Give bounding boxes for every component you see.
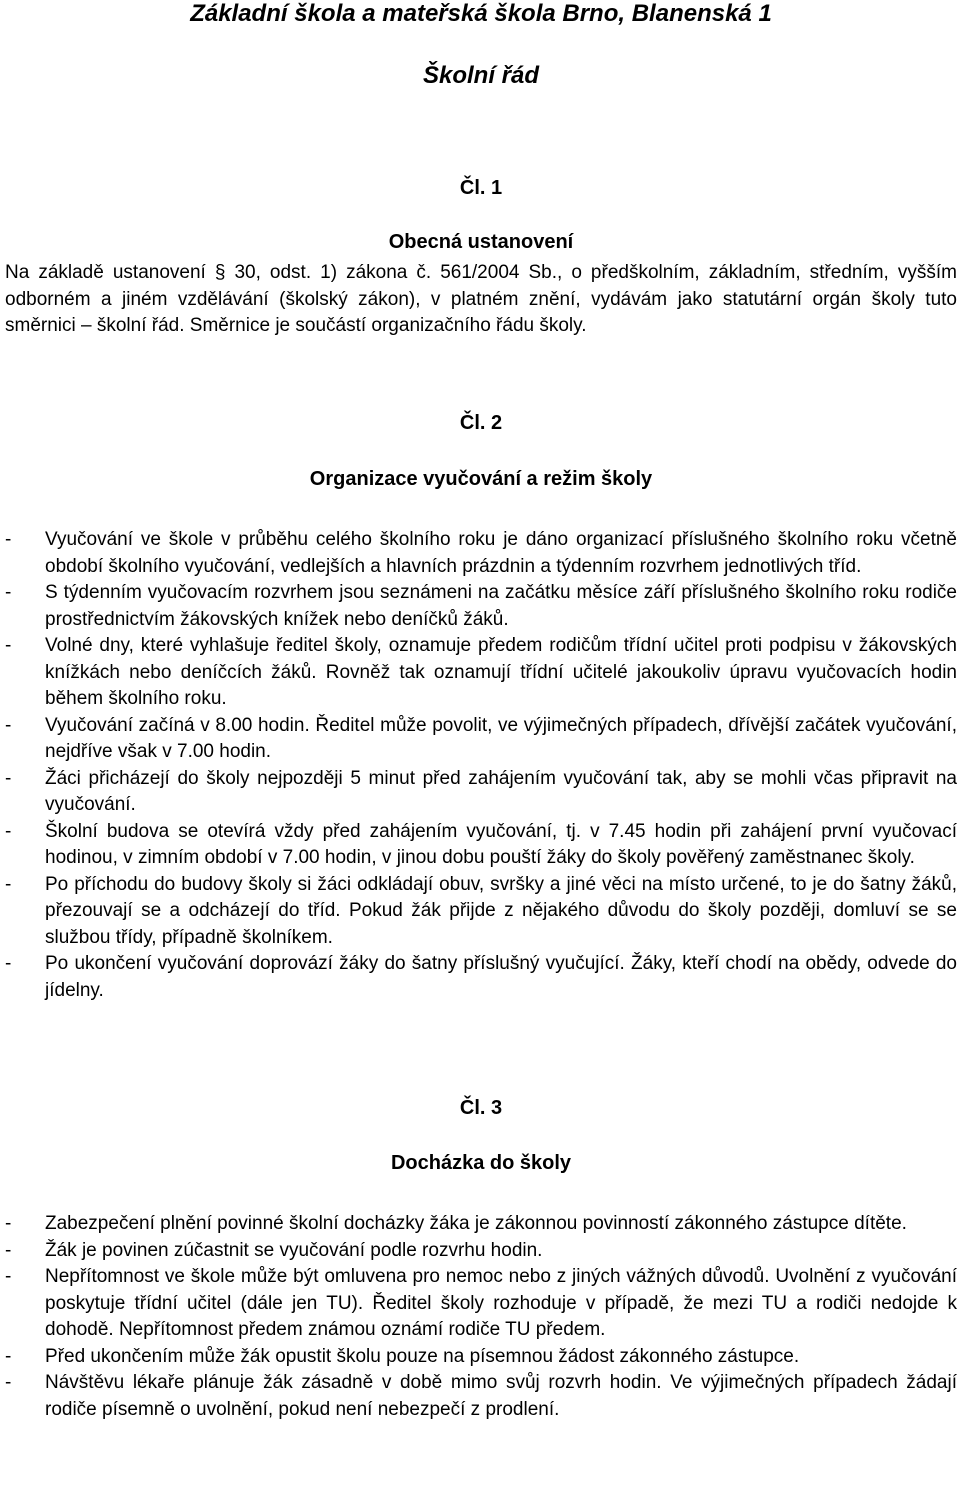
article-2-heading: Organizace vyučování a režim školy [309, 468, 653, 490]
list-marker: - [5, 635, 12, 656]
list-marker: - [5, 953, 12, 974]
list-marker: - [5, 1345, 12, 1367]
list-item-text: Volné dny, které vyhlašuje ředitel školy, oznamuje předem rodičům třídní učitel proti podpisu v žákovských knížkách nebo deníčcích žáků. Rovněž tak oznamují třídní učitelé jakoukoliv úpravu vyučovacích hodin během školního roku. [45, 635, 957, 709]
list-item-text: Vyučování ve škole v průběhu celého školního roku je dáno organizací příslušného školního roku včetně období školního vyučování, vedlejších a hlavních prázdnin a týdenním rozvrhem jednotlivých tříd. [45, 529, 957, 577]
school-name: Základní škola a mateřská škola Brno, Blanenská 1 [190, 0, 772, 27]
article-3-number: Čl. 3 [459, 1097, 503, 1119]
list-item [5, 1264, 957, 1344]
article-2-list [5, 527, 957, 1004]
list-item [5, 951, 957, 1004]
list-item [5, 1370, 957, 1423]
list-item [5, 713, 957, 766]
list-marker: - [5, 873, 12, 895]
list-item-text: Žáci přicházejí do školy nejpozději 5 minut před zahájením vyučování tak, aby se mohli včas připravit na vyučování. [45, 767, 957, 815]
list-marker: - [5, 1213, 12, 1234]
list-item [5, 1238, 957, 1265]
document-title: Školní řád [422, 62, 540, 89]
article-1-number: Čl. 1 [459, 177, 503, 199]
list-item [5, 580, 957, 633]
article-3-heading: Docházka do školy [390, 1152, 572, 1174]
list-item [5, 872, 957, 952]
list-item-text: Po příchodu do budovy školy si žáci odkládají obuv, svršky a jiné věci na místo určené, to je do šatny žáků, přezouvají se a odcházejí do tříd. Pokud žák přijde z nějakého důvodu do školy později, domluví se se službou třídy, případně školníkem. [45, 873, 957, 948]
list-marker: - [5, 1266, 12, 1287]
list-item-text: Před ukončením může žák opustit školu pouze na písemnou žádost zákonného zástupce. [45, 1345, 800, 1367]
list-item [5, 633, 957, 713]
list-item [5, 1344, 957, 1371]
list-marker: - [5, 1372, 12, 1393]
list-item-text: Školní budova se otevírá vždy před zahájením vyučování, tj. v 7.45 hodin při zahájení první vyučovací hodinou, v zimním období v 7.00 hodin, v jinou dobu pouští žáky do školy pověřený zaměstnanec školy. [45, 820, 957, 868]
list-item-text: Zabezpečení plnění povinné školní docházky žáka je zákonnou povinností zákonného zástupce dítěte. [45, 1213, 907, 1234]
article-1-heading: Obecná ustanovení [388, 231, 574, 253]
list-item [5, 1211, 957, 1238]
list-item-text: Po ukončení vyučování doprovází žáky do šatny příslušný vyučující. Žáky, kteří chodí na obědy, odvede do jídelny. [45, 953, 957, 1001]
list-marker: - [5, 582, 12, 603]
list-item [5, 766, 957, 819]
article-3-list [5, 1211, 957, 1423]
list-item-text: Žák je povinen zúčastnit se vyučování podle rozvrhu hodin. [45, 1239, 543, 1261]
list-marker: - [5, 767, 12, 789]
article-2-number: Čl. 2 [459, 412, 503, 434]
list-item-text: S týdenním vyučovacím rozvrhem jsou seznámeni na začátku měsíce září příslušného školního roku rodiče prostřednictvím žákovských knížek nebo deníčků žáků. [45, 582, 957, 630]
list-marker: - [5, 529, 12, 550]
list-item-text: Vyučování začíná v 8.00 hodin. Ředitel může povolit, ve výjimečných případech, dřívější začátek vyučování, nejdříve však v 7.00 hodin. [45, 714, 957, 762]
list-marker: - [5, 1239, 12, 1261]
list-item [5, 819, 957, 872]
list-marker: - [5, 820, 12, 842]
list-marker: - [5, 714, 12, 736]
list-item-text: Nepřítomnost ve škole může být omluvena pro nemoc nebo z jiných vážných důvodů. Uvolnění z vyučování poskytuje třídní učitel (dále jen TU). Ředitel školy rozhoduje v případě, že mezi TU a rodiči nedojde k dohodě. Nepřítomnost předem známou oznámí rodiče TU předem. [45, 1266, 957, 1340]
list-item-text: Návštěvu lékaře plánuje žák zásadně v době mimo svůj rozvrh hodin. Ve výjimečných případech žádají rodiče písemně o uvolnění, pokud není nebezpečí z prodlení. [45, 1372, 957, 1420]
article-1-text: Na základě ustanovení § 30, odst. 1) zákona č. 561/2004 Sb., o předškolním, základním, středním, vyšším odborném a jiném vzdělávání (školský zákon), v platném znění, vydávám jako statutární orgán školy tuto směrnici – školní řád. Směrnice je součástí organizačního řádu školy. [5, 262, 957, 336]
list-item [5, 527, 957, 580]
